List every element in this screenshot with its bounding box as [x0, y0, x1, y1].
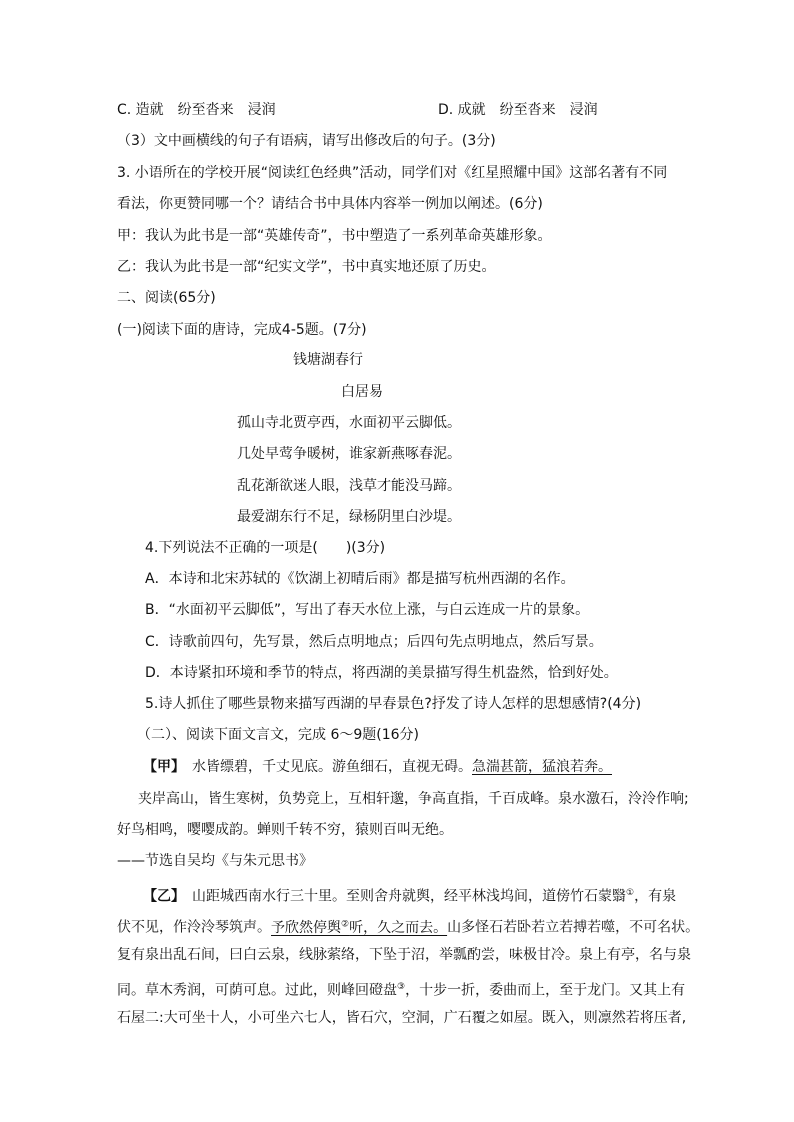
poem-title-text: 钱塘湖春行: [293, 352, 363, 368]
passage-yi-line-4-text: [117, 976, 685, 1002]
footnote-marker-2: ②: [341, 919, 350, 929]
poem-line-3: [0, 475, 794, 497]
passage-yi-line-2: [0, 913, 794, 935]
passage-yi-line-1-text: [143, 882, 676, 908]
q3-line-2-text: 看法，你更赞同哪一个？请结合书中具体内容举一例加以阐述。(6分): [117, 196, 543, 212]
passage-yi-line-1-tail: ，有泉: [634, 888, 677, 905]
passage-yi-line-4-b: ，十步一折，委曲而上，至于龙门。又其上有: [405, 982, 686, 999]
passage-yi-line-2-tail: 山多怪石若卧若立若搏若噬，不可名状。: [447, 919, 700, 936]
q4-option-b-text: B．“水面初平云脚低”，写出了春天水位上涨，与白云连成一片的景象。: [145, 602, 590, 618]
section-2-heading: [0, 287, 794, 309]
passage-yi-line-5: [0, 1007, 794, 1029]
q4-option-b: [0, 599, 794, 621]
poem-line-4: [0, 506, 794, 528]
q3-view-yi-text: 乙：我认为此书是一部“纪实文学”，书中真实地还原了历史。: [117, 259, 496, 275]
q4-option-c: [0, 631, 794, 653]
passage-jia-line-3-text: 好鸟相鸣，嘤嘤成韵。蝉则千转不穷，猿则百叫无绝。: [117, 822, 453, 838]
passage-yi-underlined-a: 予欣然停舆: [271, 919, 341, 936]
passage-jia-line-1: [0, 756, 794, 778]
q2-sub3-text: （3）文中画横线的句子有语病，请写出修改后的句子。(3分): [117, 133, 496, 149]
part-1-heading-text: (一)阅读下面的唐诗，完成4-5题。(7分): [117, 322, 367, 338]
footnote-marker-1: ①: [626, 888, 635, 898]
passage-jia-line-3: [0, 819, 794, 841]
part-2-heading-text: （二）、阅读下面文言文，完成 6～9题(16分): [137, 727, 420, 743]
passage-yi-line-1-main: 山距城西南水行三十里。至则舍舟就舆，经平林浅坞间，道傍竹石蒙翳: [178, 888, 626, 905]
poem-author: [0, 381, 794, 403]
passage-jia-line-2-text: 夹岸高山，皆生寒树，负势竞上，互相轩邈，争高直指，千百成峰。泉水激石，泠泠作响;: [138, 791, 689, 807]
q3-view-jia-text: 甲：我认为此书是一部“英雄传奇”，书中塑造了一系列革命英雄形象。: [117, 228, 552, 244]
poem-line-1-text: 孤山寺北贾亭西，水面初平云脚低。: [237, 415, 461, 431]
q2-option-c: C. 造就 纷至沓来 浸润: [117, 102, 276, 118]
passage-jia-label: 【甲】: [143, 759, 178, 775]
passage-jia-line-1-plain: 水皆缥碧，千丈见底。游鱼细石，直视无碍。: [178, 759, 472, 775]
passage-yi-underlined-b: 听，久之而去。: [349, 919, 448, 936]
q5-stem: [0, 693, 794, 715]
passage-yi-label: 【乙】: [143, 888, 178, 905]
q3-line-1-text: 3. 小语所在的学校开展“阅读红色经典”活动，同学们对《红星照耀中国》这部名著有不同: [117, 165, 668, 181]
q2-sub3: [0, 130, 794, 152]
q3-view-jia: [0, 225, 794, 247]
q2-options-row: [0, 99, 794, 121]
q4-stem-text: 4.下列说法不正确的一项是( )(3分): [145, 540, 386, 556]
q4-option-a: [0, 568, 794, 590]
passage-jia-line-2: [0, 788, 794, 810]
passage-jia-underlined-sentence: 急湍甚箭，猛浪若奔。: [472, 759, 612, 775]
passage-yi-underlined-sentence: [271, 920, 447, 936]
passage-yi-line-3: [0, 944, 794, 966]
q4-option-a-text: A．本诗和北宋苏轼的《饮湖上初晴后雨》都是描写杭州西湖的名作。: [145, 571, 575, 587]
passage-yi-line-4-a: 同。草木秀润，可荫可息。过此，则峰回磴盘: [117, 982, 397, 999]
poem-line-2-text: 几处早莺争暖树，谁家新燕啄春泥。: [237, 446, 461, 462]
poem-line-3-text: 乱花渐欲迷人眼，浅草才能没马蹄。: [237, 478, 461, 494]
q5-stem-text: 5.诗人抓住了哪些景物来描写西湖的早春景色?抒发了诗人怎样的思想感情?(4分): [145, 696, 642, 712]
passage-yi-line-3-text: 复有泉出乱石间，曰白云泉，线脉萦络，下坠于沼，举瓢酌尝，味极甘冷。泉上有亭，名与泉: [117, 947, 691, 963]
footnote-marker-3: ③: [397, 982, 406, 992]
passage-yi-line-2-text: [117, 913, 699, 939]
passage-jia-source: [0, 850, 794, 872]
q4-option-c-text: C．诗歌前四句，先写景，然后点明地点；后四句先点明地点，然后写景。: [145, 634, 603, 650]
poem-title: [0, 349, 794, 371]
q3-view-yi: [0, 256, 794, 278]
section-2-heading-text: 二、阅读(65分): [117, 290, 216, 306]
q4-option-d-text: D．本诗紧扣环境和季节的特点，将西湖的美景描写得生机盎然，恰到好处。: [145, 665, 618, 681]
poem-author-text: 白居易: [341, 384, 383, 400]
part-2-heading: [0, 724, 794, 746]
poem-line-2: [0, 443, 794, 465]
passage-yi-line-5-text: 石屋二:大可坐十人，小可坐六七人，皆石穴，空洞，广石覆之如屋。既入，则凛然若将压者,: [117, 1010, 687, 1026]
q3-line-1: [0, 162, 794, 184]
part-1-heading: [0, 319, 794, 341]
q2-option-d: D. 成就 纷至沓来 浸润: [438, 102, 598, 118]
passage-yi-line-1: [0, 882, 794, 904]
q4-option-d: [0, 662, 794, 684]
passage-jia-line-1-text: [143, 756, 612, 778]
poem-line-1: [0, 412, 794, 434]
q4-stem: [0, 537, 794, 559]
passage-yi-line-2-plain: 伏不见，作泠泠琴筑声。: [117, 919, 271, 936]
poem-line-4-text: 最爱湖东行不足，绿杨阴里白沙堤。: [237, 509, 461, 525]
passage-yi-line-4: [0, 976, 794, 998]
passage-jia-source-text: ——节选自吴均《与朱元思书》: [117, 853, 313, 869]
q3-line-2: [0, 193, 794, 215]
